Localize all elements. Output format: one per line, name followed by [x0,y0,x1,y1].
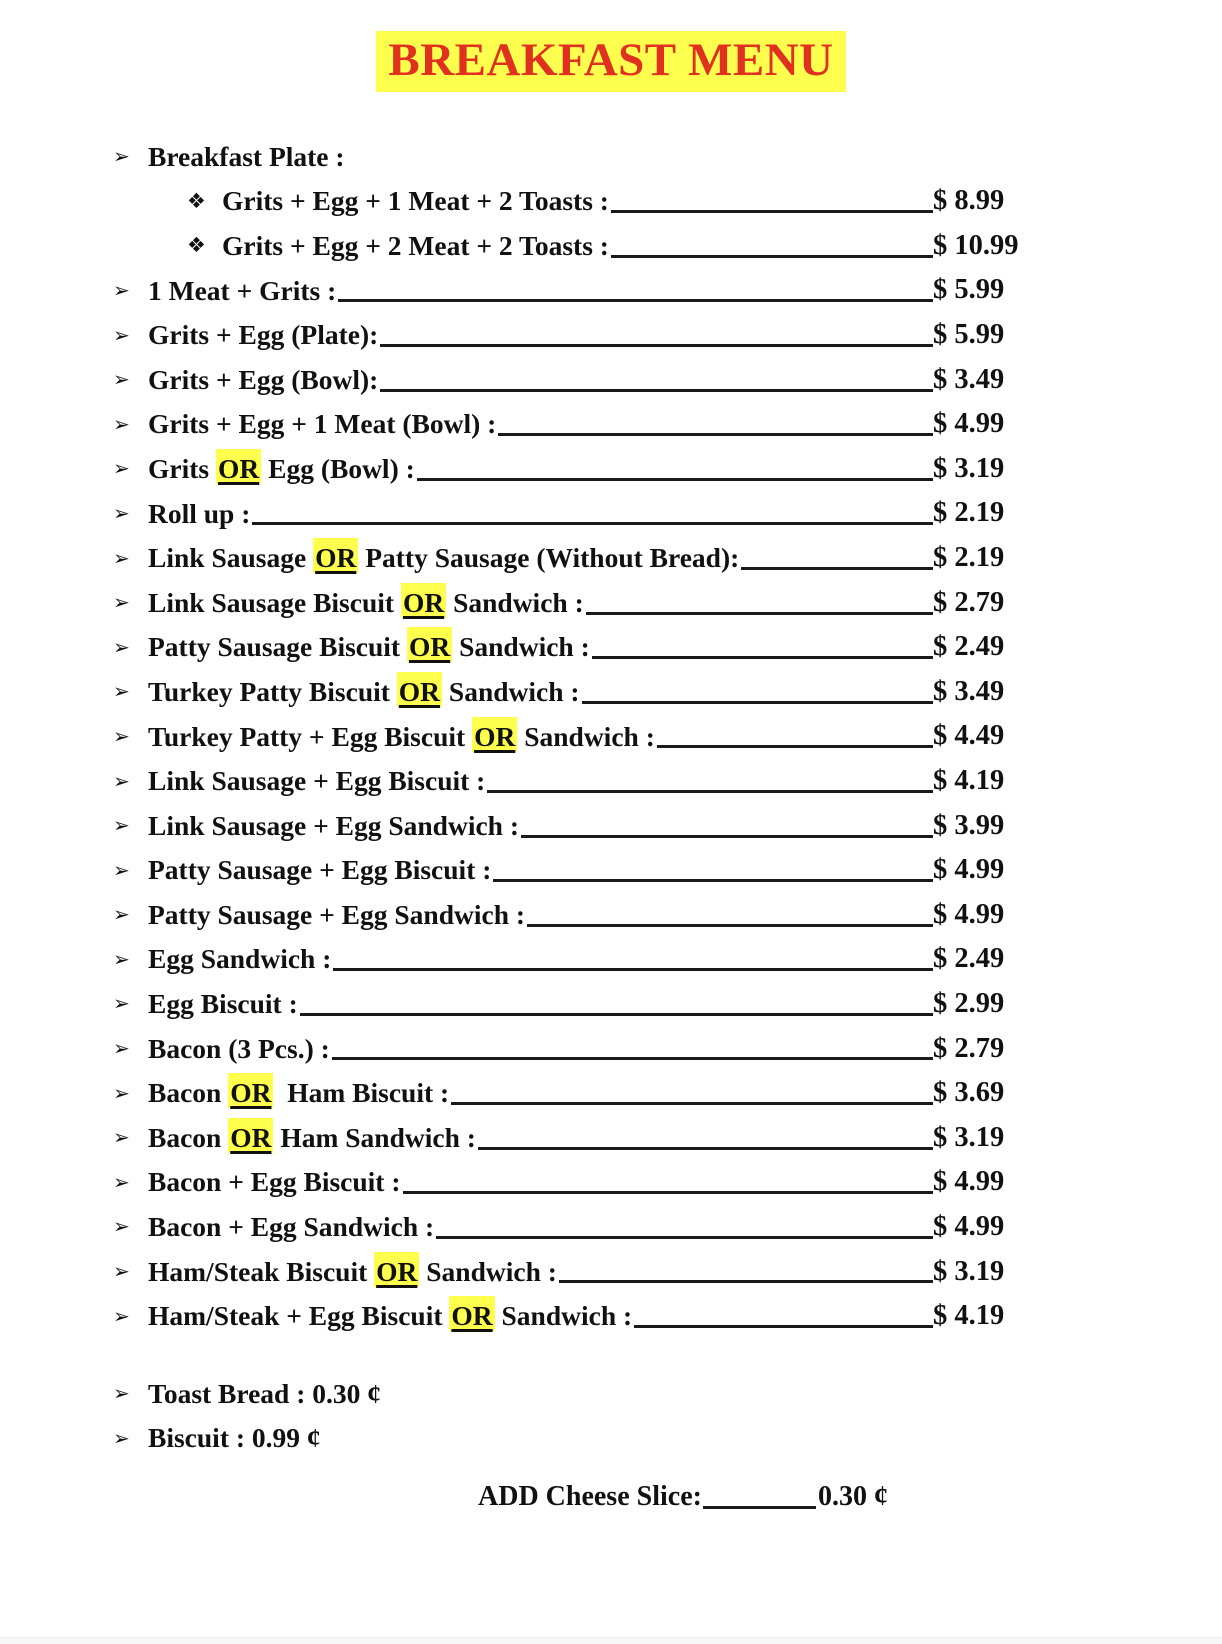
menu-item-label [148,454,415,485]
menu-item-price: $ 3.19 [933,452,1005,484]
price-line [380,344,933,347]
breakfast-menu-list [113,128,1045,1513]
menu-item-price: $ 3.19 [933,1121,1005,1153]
menu-item-label [148,1034,330,1065]
price-line [493,879,933,882]
menu-item-price: $ 2.79 [933,1032,1005,1064]
menu-item-label [148,900,525,931]
menu-item-label [148,989,298,1020]
arrow-bullet-icon: ➢ [113,723,130,748]
menu-item-label [148,499,250,530]
menu-item-price: $ 2.49 [933,943,1005,975]
arrow-bullet-icon: ➢ [113,1381,130,1406]
menu-item-price: $ 5.99 [933,274,1005,306]
menu-item-row [113,708,1045,753]
price-line [582,701,933,704]
menu-item-price: $ 2.79 [933,586,1005,618]
arrow-bullet-icon: ➢ [113,1259,130,1284]
menu-item-row [113,396,1045,441]
arrow-bullet-icon: ➢ [113,1036,130,1061]
label-text: Grits + Egg + 1 Meat (Bowl) : [148,408,497,440]
menu-item-price: $ 2.49 [933,631,1005,663]
label-text: Grits [148,452,216,484]
menu-item-label [148,1212,434,1243]
menu-item-row [113,529,1045,574]
menu-item-price: $ 2.19 [933,497,1005,529]
menu-item-label [148,1379,381,1410]
arrow-bullet-icon: ➢ [113,456,130,481]
menu-item-price: $ 4.19 [933,1300,1005,1332]
menu-item-price: $ 5.99 [933,319,1005,351]
diamond-bullet-icon: ❖ [187,188,206,213]
menu-item-row [113,975,1045,1020]
menu-item-row [113,842,1045,887]
arrow-bullet-icon: ➢ [113,857,130,882]
menu-item-price: $ 3.49 [933,675,1005,707]
arrow-bullet-icon: ➢ [113,1214,130,1239]
label-text: Roll up : [148,497,251,529]
menu-item-label [148,855,491,886]
label-text: Link Sausage + Egg Sandwich : [148,809,519,841]
label-text: Bacon (3 Pcs.) : [148,1032,330,1064]
price-line [451,1102,933,1105]
menu-item-row [113,797,1045,842]
menu-item-row [113,1287,1045,1332]
arrow-bullet-icon: ➢ [113,411,130,436]
label-text: Egg Sandwich : [148,943,332,975]
label-text: Patty Sausage (Without Bread): [358,542,740,574]
menu-item-row [113,574,1045,619]
label-text: Sandwich : [517,720,655,752]
arrow-bullet-icon: ➢ [113,590,130,615]
price-line [527,924,933,927]
or-highlight: OR [449,1296,494,1331]
menu-item-label [148,276,336,307]
arrow-bullet-icon: ➢ [113,768,130,793]
or-highlight: OR [374,1252,419,1287]
menu-item-price: $ 4.99 [933,854,1005,886]
menu-item-price: $ 4.19 [933,765,1005,796]
menu-item-label [148,409,496,440]
arrow-bullet-icon: ➢ [113,991,130,1016]
price-line [478,1147,933,1150]
menu-item-price: $ 4.49 [933,720,1005,752]
menu-item-label [148,588,584,619]
price-line [657,745,933,748]
menu-item-row [113,752,1045,797]
diamond-bullet-icon: ❖ [187,233,206,258]
menu-item-label [148,722,655,753]
menu-item-price: $ 4.99 [933,898,1005,930]
menu-item-row [113,619,1045,664]
menu-item-price: $ 2.99 [933,987,1005,1019]
or-highlight: OR [407,627,452,662]
price-line [586,612,933,615]
arrow-bullet-icon: ➢ [113,144,130,169]
price-line [521,835,933,838]
arrow-bullet-icon: ➢ [113,1125,130,1150]
price-line [300,1013,933,1016]
label-text: Ham Sandwich : [273,1121,476,1153]
price-line [634,1325,933,1328]
menu-item-row [113,1198,1045,1243]
menu-item-label [222,231,609,262]
menu-item-label [148,944,331,975]
arrow-bullet-icon: ➢ [113,1080,130,1105]
menu-item-row [113,1154,1045,1199]
menu-item-label [148,1257,557,1288]
label-text: Grits + Egg + 1 Meat + 2 Toasts : [222,185,609,217]
label-text: Bacon + Egg Biscuit : [148,1166,401,1198]
price-line [380,389,933,392]
arrow-bullet-icon: ➢ [113,367,130,392]
price-line [611,255,933,258]
menu-item-label [148,811,519,842]
or-highlight: OR [401,583,446,618]
arrow-bullet-icon: ➢ [113,322,130,347]
menu-item-price: $ 3.99 [933,809,1005,841]
menu-item-label [148,320,378,351]
label-text: Sandwich : [419,1255,557,1287]
label-text: Sandwich : [446,586,584,618]
menu-item-price: $ 4.99 [933,408,1005,440]
arrow-bullet-icon: ➢ [113,1169,130,1194]
price-line [417,478,933,481]
menu-item-label [148,1167,401,1198]
menu-item-label [148,365,378,396]
label-text: Grits + Egg (Plate): [148,319,379,351]
price-line [611,210,933,213]
or-highlight: OR [472,717,517,752]
menu-item-row [113,1109,1045,1154]
menu-item-label [148,1423,321,1454]
label-text: Ham/Steak + Egg Biscuit [148,1300,450,1332]
price-line [436,1236,933,1239]
menu-item-row [113,440,1045,485]
title-bar [0,0,1222,92]
label-text: Ham Biscuit : [273,1077,450,1109]
add-cheese-price: 0.30 ¢ [817,1481,888,1513]
price-line [403,1191,934,1194]
menu-item-label [148,1123,476,1154]
menu-item-row [113,128,1045,173]
or-highlight: OR [313,538,358,573]
menu-item-row [113,262,1045,307]
menu-item-label [222,186,609,217]
label-text: Sandwich : [494,1300,633,1332]
price-line [592,656,933,659]
menu-item-row [113,931,1045,976]
page-title: BREAKFAST MENU [376,31,845,92]
label-text: Turkey Patty Biscuit [148,675,397,707]
menu-item-price: $ 3.49 [933,363,1005,395]
price-line [487,790,933,793]
price-line [741,567,933,570]
menu-item-label [148,142,345,173]
menu-item-row [113,1020,1045,1065]
menu-item-row [113,485,1045,530]
label-text: Link Sausage Biscuit [148,586,401,618]
menu-item-price: $ 3.19 [933,1255,1005,1287]
menu-item-row [113,663,1045,708]
or-highlight: OR [397,672,442,707]
arrow-bullet-icon: ➢ [113,1303,130,1328]
label-text: Turkey Patty + Egg Biscuit [148,720,473,752]
price-line [559,1280,933,1283]
menu-item-price: $ 10.99 [933,229,1019,261]
or-highlight: OR [228,1073,273,1108]
menu-item-row [113,1064,1045,1109]
menu-item-label [148,543,739,574]
add-cheese-label: ADD Cheese Slice: [478,1481,702,1513]
menu-item-label [148,1078,449,1109]
label-text: Ham/Steak Biscuit [148,1255,375,1287]
arrow-bullet-icon: ➢ [113,634,130,659]
label-text: Toast Bread : 0.30 ¢ [148,1377,382,1409]
arrow-bullet-icon: ➢ [113,500,130,525]
extras-items [113,1365,1045,1454]
label-text: Sandwich : [442,675,580,707]
price-line [332,1057,933,1060]
arrow-bullet-icon: ➢ [113,277,130,302]
menu-item-row [113,886,1045,931]
label-text: Bacon [148,1077,229,1109]
label-text: Bacon [148,1121,229,1153]
menu-item-row [113,351,1045,396]
price-line [338,299,933,302]
menu-item-price: $ 8.99 [933,185,1005,217]
label-text: Bacon + Egg Sandwich : [148,1211,435,1243]
page-bottom-strip [0,1637,1222,1644]
arrow-bullet-icon: ➢ [113,946,130,971]
label-text: Grits + Egg (Bowl): [148,363,379,395]
menu-item-row [113,1243,1045,1288]
menu-item-row [113,306,1045,351]
arrow-bullet-icon: ➢ [113,679,130,704]
price-line [498,433,933,436]
menu-item-label [148,766,485,797]
menu-item-label [148,1301,632,1332]
menu-item-price: $ 3.69 [933,1077,1005,1109]
arrow-bullet-icon: ➢ [113,902,130,927]
arrow-bullet-icon: ➢ [113,1425,130,1450]
arrow-bullet-icon: ➢ [113,813,130,838]
label-text: Breakfast Plate : [148,140,345,172]
label-text: Link Sausage + Egg Biscuit : [148,765,486,797]
add-cheese-blank-line [703,1506,816,1509]
menu-item-price: $ 2.19 [933,542,1005,574]
add-cheese-line [478,1481,928,1512]
or-highlight: OR [228,1118,273,1153]
menu-item-label [148,677,580,708]
or-highlight: OR [216,449,261,484]
menu-item-row [113,173,1045,218]
menu-item-row [113,217,1045,262]
label-text: Grits + Egg + 2 Meat + 2 Toasts : [222,229,609,261]
menu-items [113,128,1045,1332]
price-line [252,522,933,525]
menu-item-label [148,632,590,663]
label-text: Patty Sausage + Egg Sandwich : [148,898,526,930]
menu-item-row [113,1410,1045,1455]
label-text: Patty Sausage Biscuit [148,631,407,663]
menu-item-price: $ 4.99 [933,1210,1005,1242]
menu-item-price: $ 4.99 [933,1166,1005,1198]
label-text: Sandwich : [452,631,590,663]
label-text: Link Sausage [148,542,314,574]
label-text: Egg (Bowl) : [261,452,415,484]
label-text: 1 Meat + Grits : [148,274,337,306]
arrow-bullet-icon: ➢ [113,545,130,570]
label-text: Egg Biscuit : [148,988,298,1020]
price-line [333,968,933,971]
menu-item-row [113,1365,1045,1410]
label-text: Biscuit : 0.99 ¢ [148,1422,321,1454]
label-text: Patty Sausage + Egg Biscuit : [148,854,492,886]
